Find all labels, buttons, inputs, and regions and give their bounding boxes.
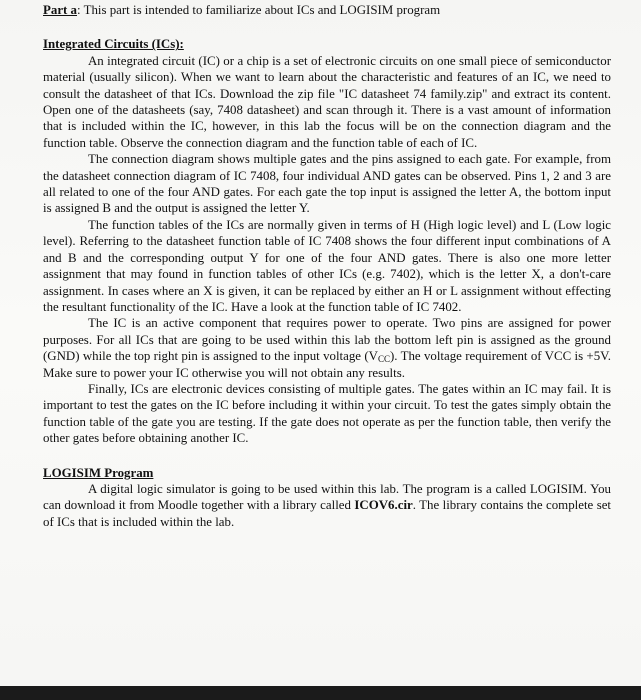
part-a-label: Part a bbox=[43, 3, 78, 17]
vcc-subscript: CC bbox=[377, 354, 390, 365]
ics-paragraph-4-part-b: ). The voltage requirement of VCC is +5V. Make sure to power your IC otherwise you will not obtain any results. bbox=[43, 349, 612, 380]
logisim-paragraph-part-b: . The library contains the complete set of ICs that is included within the lab. bbox=[43, 498, 612, 529]
ics-paragraph-3: The function tables of the ICs are normally given in terms of H (High logic level) and L (Low logic level). Referring to the datasheet function table of IC 7408 shows the four different input combinations of A and B and the corresponding output Y for one of the four AND gates. There is also one more letter assignment that may found in function tables of other ICs (e.g. 7402), which is the letter X, a don't-care assignment. In cases where an X is given, it can be replaced by either an H or L assignment without effecting the resultant functionality of the IC. Have a look at the function table of IC 7402. bbox=[43, 217, 611, 314]
logisim-paragraph-part-a: A digital logic simulator is going to be used within this lab. The program is a called LOGISIM. You can download it from Moodle together with a library called bbox=[43, 481, 611, 513]
library-filename: ICOV6.cir bbox=[354, 498, 413, 513]
section-gap bbox=[43, 447, 611, 465]
ics-paragraph-4-part-a: The IC is an active component that requires power to operate. Two pins are assigned for power purposes. For all ICs that are going to be used within this lab the bottom left pin is assigned as the ground (GND) while the top right pin is assigned to the input voltage (V bbox=[43, 316, 611, 364]
part-a-line bbox=[43, 2, 611, 18]
part-a-description: : This part is intended to familiarize about ICs and LOGISIM program bbox=[77, 3, 441, 17]
ics-heading: Integrated Circuits (ICs): bbox=[43, 37, 184, 52]
logisim-heading: LOGISIM Program bbox=[43, 465, 154, 480]
ics-paragraph-4 bbox=[43, 315, 611, 381]
ics-paragraph-2: The connection diagram shows multiple gates and the pins assigned to each gate. For example, from the datasheet connection diagram of IC 7408, four individual AND gates can be observed. Pins 1, 2 and 3 are all related to one of the four AND gates. For each gate the top input is assigned the letter A, the bottom input is assigned B and the output is assigned the letter Y. bbox=[43, 152, 611, 216]
document-content bbox=[43, 2, 611, 530]
logisim-paragraph bbox=[43, 481, 611, 530]
ics-paragraph-1: An integrated circuit (IC) or a chip is a set of electronic circuits on one small piece of semiconductor material (usually silicon). When we want to learn about the characteristic and features of an IC, we need to consult the datasheet of that ICs. Download the zip file "IC datasheet 74 family.zip" and extract its content. Open one of the datasheets (say, 7408 datasheet) and scan through it. There is a vast amount of information that is included within the IC, however, in this lab the focus will be on the connection diagram and the function table. Observe the connection diagram and the function table of each of IC. bbox=[43, 53, 611, 150]
bottom-dark-bar bbox=[0, 686, 641, 700]
ics-paragraph-5: Finally, ICs are electronic devices consisting of multiple gates. The gates within an IC may fail. It is important to test the gates on the IC before including it within your circuit. To test the gates simply obtain the function table of the gate you are testing. If the gate does not operate as per the function table, then verify the other gates before obtaining another IC. bbox=[43, 381, 611, 446]
